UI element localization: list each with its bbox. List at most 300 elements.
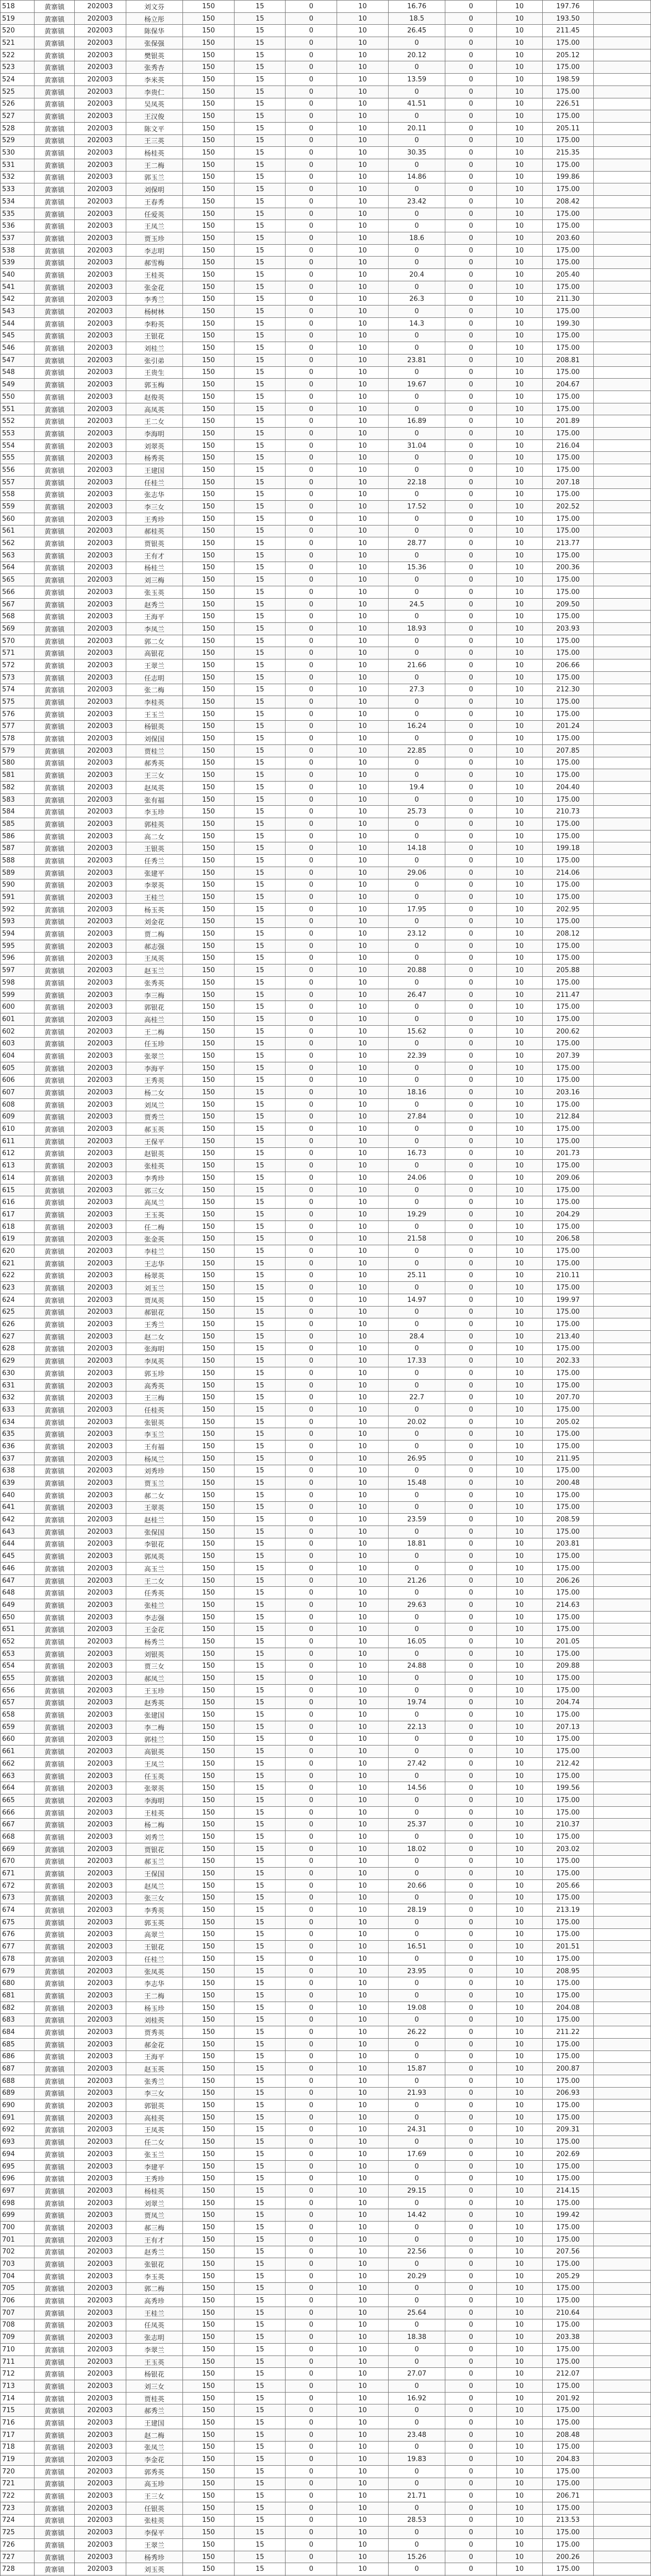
cell-seq: 704 [1,2270,35,2282]
cell-code: 202003 [74,1111,126,1123]
cell-c7: 0 [286,1050,337,1062]
table-row [1,2014,651,2026]
cell-c8: 10 [337,1062,389,1074]
table-row [1,501,651,513]
cell-c6: 15 [234,2233,286,2246]
cell-name: 高玉兰 [126,1563,183,1575]
table-row [1,1745,651,1758]
table-row [1,1306,651,1318]
cell-c11: 10 [497,1245,543,1258]
cell-code: 202003 [74,1587,126,1599]
cell-name: 郭桂英 [126,818,183,831]
cell-c9: 0 [388,1404,445,1416]
cell-c6: 15 [234,257,286,269]
cell-c12: 207.13 [542,1721,594,1733]
table-row [1,586,651,599]
cell-seq: 669 [1,1843,35,1855]
cell-c12: 209.31 [542,2124,594,2136]
cell-code: 202003 [74,269,126,281]
cell-c11: 10 [497,1636,543,1648]
cell-c13 [594,183,651,196]
cell-c8: 10 [337,1928,389,1941]
cell-c8: 10 [337,1977,389,1990]
cell-c9: 24.31 [388,2124,445,2136]
cell-c8: 10 [337,989,389,1001]
cell-c11: 10 [497,1257,543,1269]
cell-town: 黄寨镇 [35,1465,74,1477]
cell-c12: 212.84 [542,1111,594,1123]
cell-c12: 175.00 [542,134,594,147]
cell-seq: 724 [1,2514,35,2527]
cell-c10: 0 [445,1904,497,1917]
cell-c9: 0 [388,306,445,318]
cell-c13 [594,306,651,318]
cell-c10: 0 [445,903,497,916]
cell-c11: 10 [497,61,543,74]
cell-c10: 0 [445,2099,497,2112]
cell-c13 [594,562,651,574]
cell-seq: 546 [1,342,35,354]
cell-c6: 15 [234,708,286,720]
table-row [1,1514,651,1526]
cell-c5: 150 [183,464,235,477]
cell-c8: 10 [337,171,389,183]
cell-name: 贾桂兰 [126,744,183,757]
cell-c12: 175.00 [542,671,594,684]
cell-c9: 18.38 [388,2331,445,2344]
cell-c10: 0 [445,49,497,61]
cell-c12: 199.56 [542,1782,594,1794]
cell-c6: 15 [234,1879,286,1892]
cell-town: 黄寨镇 [35,806,74,818]
cell-name: 刘桂英 [126,2014,183,2026]
cell-seq: 617 [1,1209,35,1221]
cell-c10: 0 [445,232,497,245]
cell-c12: 205.11 [542,122,594,134]
cell-c9: 21.66 [388,659,445,672]
cell-c7: 0 [286,1184,337,1196]
cell-seq: 673 [1,1892,35,1904]
table-row [1,317,651,330]
cell-c12: 202.52 [542,501,594,513]
cell-c5: 150 [183,1098,235,1111]
cell-c6: 15 [234,1428,286,1440]
table-row [1,1221,651,1233]
cell-c8: 10 [337,342,389,354]
cell-c11: 10 [497,818,543,831]
cell-c8: 10 [337,2099,389,2112]
cell-code: 202003 [74,403,126,415]
cell-c9: 24.5 [388,598,445,611]
cell-c10: 0 [445,2038,497,2050]
cell-code: 202003 [74,1257,126,1269]
cell-c11: 10 [497,1904,543,1917]
cell-seq: 662 [1,1758,35,1770]
cell-c9: 23.95 [388,1965,445,1977]
cell-code: 202003 [74,1709,126,1721]
cell-seq: 578 [1,733,35,745]
cell-c9: 23.81 [388,354,445,366]
cell-seq: 575 [1,696,35,708]
cell-seq: 609 [1,1111,35,1123]
cell-c9: 20.12 [388,49,445,61]
table-row [1,2392,651,2404]
cell-c11: 10 [497,1,543,13]
cell-name: 陈文平 [126,122,183,134]
cell-c13 [594,171,651,183]
cell-c6: 15 [234,1111,286,1123]
cell-c13 [594,1452,651,1465]
cell-c10: 0 [445,1318,497,1331]
cell-seq: 564 [1,562,35,574]
table-row [1,1526,651,1538]
cell-c6: 15 [234,2160,286,2173]
cell-town: 黄寨镇 [35,769,74,782]
cell-town: 黄寨镇 [35,818,74,831]
cell-c7: 0 [286,647,337,659]
cell-c7: 0 [286,2270,337,2282]
cell-town: 黄寨镇 [35,647,74,659]
cell-c10: 0 [445,1452,497,1465]
table-row [1,1452,651,1465]
cell-c13 [594,1782,651,1794]
cell-c11: 10 [497,1038,543,1050]
cell-code: 202003 [74,2429,126,2441]
cell-c9: 22.56 [388,2246,445,2258]
cell-c11: 10 [497,293,543,306]
table-row [1,257,651,269]
cell-c11: 10 [497,2344,543,2356]
cell-c10: 0 [445,782,497,794]
cell-c6: 15 [234,1806,286,1819]
cell-name: 贾凤英 [126,1294,183,1306]
cell-c7: 0 [286,342,337,354]
cell-c12: 206.26 [542,1574,594,1587]
cell-c13 [594,2233,651,2246]
cell-c9: 0 [388,586,445,599]
cell-c6: 15 [234,586,286,599]
cell-c8: 10 [337,2209,389,2222]
cell-c5: 150 [183,2368,235,2380]
cell-seq: 530 [1,147,35,159]
cell-name: 王二梅 [126,1025,183,1038]
cell-seq: 535 [1,208,35,220]
cell-c5: 150 [183,1953,235,1965]
cell-c13 [594,196,651,208]
cell-c6: 15 [234,2344,286,2356]
cell-code: 202003 [74,2160,126,2173]
cell-c5: 150 [183,2038,235,2050]
cell-c12: 201.73 [542,1147,594,1160]
cell-code: 202003 [74,1025,126,1038]
cell-name: 任银英 [126,2502,183,2514]
cell-c8: 10 [337,1843,389,1855]
cell-c8: 10 [337,2392,389,2404]
cell-c11: 10 [497,1965,543,1977]
cell-c12: 202.69 [542,2148,594,2161]
cell-c11: 10 [497,696,543,708]
cell-c13 [594,2380,651,2393]
cell-c12: 175.00 [542,1733,594,1745]
cell-c12: 175.00 [542,86,594,98]
cell-c8: 10 [337,452,389,464]
cell-town: 黄寨镇 [35,708,74,720]
cell-town: 黄寨镇 [35,2355,74,2368]
cell-c12: 175.00 [542,1745,594,1758]
cell-code: 202003 [74,659,126,672]
cell-c6: 15 [234,1465,286,1477]
cell-code: 202003 [74,2514,126,2527]
cell-c10: 0 [445,1916,497,1928]
cell-c10: 0 [445,635,497,647]
cell-c13 [594,574,651,586]
cell-c6: 15 [234,1563,286,1575]
cell-c6: 15 [234,1672,286,1685]
cell-town: 黄寨镇 [35,244,74,257]
cell-c7: 0 [286,2453,337,2466]
cell-code: 202003 [74,1245,126,1258]
cell-town: 黄寨镇 [35,1269,74,1282]
cell-code: 202003 [74,1465,126,1477]
table-row [1,1819,651,1831]
cell-seq: 591 [1,891,35,904]
cell-seq: 718 [1,2441,35,2453]
cell-town: 黄寨镇 [35,1355,74,1367]
cell-name: 王二女 [126,415,183,428]
cell-c10: 0 [445,1306,497,1318]
cell-c8: 10 [337,1050,389,1062]
cell-name: 李海明 [126,1794,183,1807]
cell-c9: 28.77 [388,537,445,550]
table-row [1,61,651,74]
cell-c12: 205.02 [542,1416,594,1428]
cell-code: 202003 [74,1806,126,1819]
cell-c8: 10 [337,2038,389,2050]
cell-c13 [594,1343,651,1355]
cell-c13 [594,2307,651,2319]
cell-code: 202003 [74,903,126,916]
table-row [1,2111,651,2124]
cell-c11: 10 [497,1990,543,2002]
cell-c13 [594,586,651,599]
cell-c10: 0 [445,2002,497,2014]
cell-c6: 15 [234,611,286,623]
cell-seq: 653 [1,1648,35,1660]
cell-seq: 677 [1,1941,35,1953]
cell-c12: 175.00 [542,2563,594,2575]
cell-c7: 0 [286,439,337,452]
table-row [1,1050,651,1062]
cell-c13 [594,2355,651,2368]
cell-seq: 675 [1,1916,35,1928]
cell-c8: 10 [337,1428,389,1440]
cell-c5: 150 [183,964,235,977]
cell-name: 王汉俊 [126,110,183,123]
cell-seq: 574 [1,684,35,696]
cell-seq: 623 [1,1282,35,1294]
cell-c8: 10 [337,623,389,635]
cell-name: 张保强 [126,37,183,49]
table-row [1,2136,651,2148]
cell-seq: 523 [1,61,35,74]
cell-c11: 10 [497,2539,543,2551]
cell-c9: 0 [388,1245,445,1258]
cell-c10: 0 [445,830,497,842]
cell-name: 李海平 [126,1062,183,1074]
cell-c12: 175.00 [542,2050,594,2063]
cell-seq: 658 [1,1709,35,1721]
cell-c5: 150 [183,208,235,220]
cell-c10: 0 [445,537,497,550]
cell-c8: 10 [337,1501,389,1514]
cell-c9: 25.73 [388,806,445,818]
cell-c9: 23.48 [388,2429,445,2441]
cell-c10: 0 [445,562,497,574]
cell-name: 王三梅 [126,1392,183,1404]
cell-c11: 10 [497,2392,543,2404]
cell-c7: 0 [286,1599,337,1612]
cell-c9: 0 [388,830,445,842]
cell-seq: 641 [1,1501,35,1514]
cell-c5: 150 [183,928,235,940]
cell-c13 [594,379,651,391]
cell-c8: 10 [337,769,389,782]
cell-c9: 0 [388,1526,445,1538]
cell-seq: 619 [1,1233,35,1245]
cell-name: 任桂兰 [126,476,183,488]
table-row [1,537,651,550]
cell-c10: 0 [445,1550,497,1563]
cell-c7: 0 [286,513,337,525]
cell-seq: 684 [1,2026,35,2039]
cell-c8: 10 [337,1001,389,1013]
table-row [1,2380,651,2393]
cell-c6: 15 [234,1636,286,1648]
cell-c9: 0 [388,940,445,952]
cell-c8: 10 [337,366,389,379]
cell-seq: 611 [1,1135,35,1147]
cell-c13 [594,513,651,525]
cell-name: 李银花 [126,1538,183,1550]
table-row [1,1904,651,1917]
cell-c5: 150 [183,2527,235,2539]
cell-town: 黄寨镇 [35,488,74,501]
cell-c13 [594,1611,651,1623]
cell-seq: 686 [1,2050,35,2063]
cell-c9: 21.26 [388,1574,445,1587]
cell-code: 202003 [74,879,126,891]
cell-name: 杨翠英 [126,1269,183,1282]
cell-c12: 175.00 [542,891,594,904]
cell-c9: 0 [388,647,445,659]
cell-c11: 10 [497,586,543,599]
cell-seq: 526 [1,98,35,110]
cell-code: 202003 [74,1098,126,1111]
cell-c12: 199.30 [542,317,594,330]
cell-c11: 10 [497,2380,543,2393]
cell-code: 202003 [74,1855,126,1868]
cell-c8: 10 [337,1941,389,1953]
cell-seq: 599 [1,989,35,1001]
cell-c8: 10 [337,306,389,318]
cell-c11: 10 [497,1184,543,1196]
cell-c8: 10 [337,2014,389,2026]
cell-c9: 0 [388,818,445,831]
cell-c8: 10 [337,2222,389,2234]
cell-c9: 0 [388,1831,445,1843]
table-row [1,1672,651,1685]
cell-c5: 150 [183,1563,235,1575]
table-row [1,818,651,831]
cell-c8: 10 [337,1721,389,1733]
cell-c5: 150 [183,623,235,635]
cell-c9: 0 [388,1062,445,1074]
cell-c7: 0 [286,708,337,720]
cell-c11: 10 [497,1489,543,1501]
cell-c6: 15 [234,220,286,232]
cell-c12: 175.00 [542,1855,594,1868]
cell-c11: 10 [497,391,543,403]
cell-c10: 0 [445,1709,497,1721]
cell-c10: 0 [445,1172,497,1184]
cell-seq: 637 [1,1452,35,1465]
cell-name: 张银花 [126,2258,183,2270]
table-row [1,2173,651,2185]
cell-c5: 150 [183,1379,235,1392]
cell-c8: 10 [337,1806,389,1819]
cell-seq: 558 [1,488,35,501]
cell-c11: 10 [497,879,543,891]
cell-c8: 10 [337,1697,389,1709]
cell-c7: 0 [286,891,337,904]
cell-c10: 0 [445,586,497,599]
cell-c13 [594,2551,651,2563]
cell-seq: 687 [1,2063,35,2075]
cell-c12: 175.00 [542,208,594,220]
cell-c6: 15 [234,2441,286,2453]
table-row [1,659,651,672]
cell-town: 黄寨镇 [35,1416,74,1428]
cell-c11: 10 [497,2063,543,2075]
cell-c6: 15 [234,452,286,464]
cell-c5: 150 [183,1648,235,1660]
cell-c8: 10 [337,281,389,293]
cell-c10: 0 [445,1428,497,1440]
cell-c12: 175.00 [542,2417,594,2429]
cell-town: 黄寨镇 [35,2344,74,2356]
cell-c10: 0 [445,2197,497,2209]
cell-c9: 0 [388,1257,445,1269]
cell-seq: 678 [1,1953,35,1965]
cell-seq: 551 [1,403,35,415]
cell-seq: 710 [1,2344,35,2356]
cell-c7: 0 [286,806,337,818]
cell-c12: 175.00 [542,1184,594,1196]
cell-c6: 15 [234,1038,286,1050]
cell-code: 202003 [74,1294,126,1306]
table-row [1,134,651,147]
cell-town: 黄寨镇 [35,1025,74,1038]
cell-code: 202003 [74,379,126,391]
cell-code: 202003 [74,1819,126,1831]
cell-c9: 29.15 [388,2185,445,2197]
table-row [1,2441,651,2453]
cell-c11: 10 [497,1953,543,1965]
cell-code: 202003 [74,1550,126,1563]
cell-c10: 0 [445,159,497,171]
table-row [1,464,651,477]
cell-code: 202003 [74,366,126,379]
